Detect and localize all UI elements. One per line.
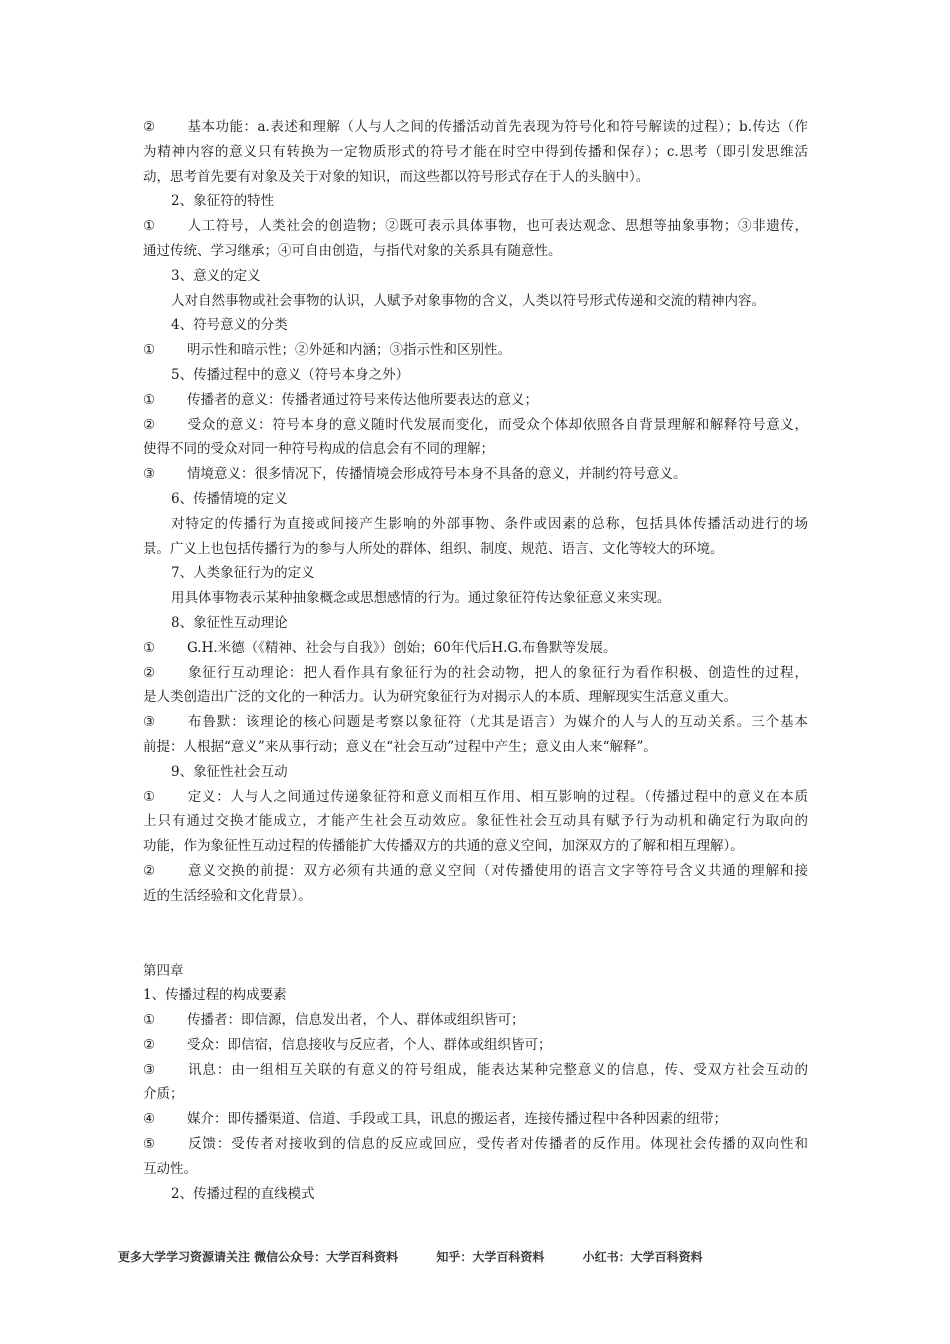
text-line [143, 636, 808, 661]
text-line [143, 462, 808, 487]
list-marker: ⑤ [143, 1136, 156, 1153]
line-text: 意义交换的前提：双方必须有共通的意义空间（对传播使用的语言文字等符号含义共通的理解和接 [187, 862, 808, 879]
spacer [143, 909, 808, 959]
line-text: 传播者：即信源，信息发出者，个人、群体或组织皆可； [187, 1012, 525, 1029]
section-heading [143, 313, 808, 338]
text-line [143, 165, 808, 190]
line-text: 近的生活经验和文化背景）。 [143, 887, 312, 904]
text-line [143, 437, 808, 462]
line-text: 使得不同的受众对同一种符号构成的信息会有不同的理解； [143, 441, 494, 458]
text-line [143, 1058, 808, 1083]
text-line [143, 809, 808, 834]
line-text: 2、象征符的特性 [171, 193, 275, 210]
section-heading [143, 363, 808, 388]
line-text: 动，思考首先要有对象及关于对象的知识，而这些都以符号形式存在于人的头脑中）。 [143, 168, 650, 185]
list-marker: ① [143, 639, 156, 656]
line-text: 6、传播情境的定义 [171, 490, 288, 507]
list-marker: ② [143, 416, 156, 433]
line-text: 通过传统、学习继承；④可自由创造，与指代对象的关系具有随意性。 [143, 242, 562, 259]
text-line [143, 115, 808, 140]
text-line [143, 388, 808, 413]
text-line [143, 289, 808, 314]
line-text: 情境意义：很多情况下，传播情境会形成符号本身不具备的意义，并制约符号意义。 [187, 466, 687, 483]
line-text: 上只有通过交换才能成立，才能产生社会互动效应。象征性社会互动具有赋予行为动机和确定行为取向的 [143, 813, 808, 830]
section-heading [143, 487, 808, 512]
footer-zhihu: 知乎：大学百科资料 [436, 1250, 545, 1264]
line-text: 5、传播过程中的意义（符号本身之外） [171, 366, 410, 383]
line-text: 3、意义的定义 [171, 267, 261, 284]
text-line [143, 959, 808, 984]
text-line [143, 1008, 808, 1033]
line-text: 象征行互动理论：把人看作具有象征行为的社会动物，把人的象征行为看作积极、创造性的过程， [187, 664, 808, 681]
list-marker: ② [143, 862, 156, 879]
section-heading [143, 264, 808, 289]
list-marker: ① [143, 391, 156, 408]
text-line [143, 537, 808, 562]
line-text: 互动性。 [143, 1160, 197, 1177]
list-marker: ② [143, 664, 156, 681]
text-line [143, 1107, 808, 1132]
line-text: 用具体事物表示某种抽象概念或思想感情的行为。通过象征符传达象征意义来实现。 [171, 590, 671, 607]
list-marker: ④ [143, 1111, 156, 1128]
text-line [143, 710, 808, 735]
text-line [143, 413, 808, 438]
text-line [143, 859, 808, 884]
document-body [143, 115, 808, 1206]
section-heading [143, 1182, 808, 1207]
text-line [143, 834, 808, 859]
line-text: 讯息：由一组相互关联的有意义的符号组成，能表达某种完整意义的信息，传、受双方社会互动的 [187, 1061, 808, 1078]
line-text: 9、象征性社会互动 [171, 763, 288, 780]
section-heading [143, 760, 808, 785]
text-line [143, 214, 808, 239]
line-text: 对特定的传播行为直接或间接产生影响的外部事物、条件或因素的总称，包括具体传播活动进行的场 [171, 515, 808, 532]
text-line [143, 586, 808, 611]
line-text: 是人类创造出广泛的文化的一种活力。认为研究象征行为对揭示人的本质、理解现实生活意义重大。 [143, 689, 737, 706]
list-marker: ② [143, 119, 156, 135]
line-text: 2、传播过程的直线模式 [171, 1185, 315, 1202]
line-text: G.H.米德（《精神、社会与自我》）创始；60年代后H.G.布鲁默等发展。 [187, 639, 617, 656]
footer-xiaohongshu: 小红书：大学百科资料 [582, 1250, 703, 1264]
text-line [143, 239, 808, 264]
section-heading [143, 189, 808, 214]
line-text: 明示性和暗示性；②外延和内涵；③指示性和区别性。 [187, 342, 511, 359]
line-text: 景。广义上也包括传播行为的参与人所处的群体、组织、制度、规范、语言、文化等较大的环境。 [143, 540, 724, 557]
text-line [143, 1082, 808, 1107]
line-text: 1、传播过程的构成要素 [143, 987, 287, 1004]
list-marker: ① [143, 1012, 156, 1029]
text-line [143, 884, 808, 909]
line-text: 基本功能：a.表述和理解（人与人之间的传播活动首先表现为符号化和符号解读的过程）；b.传达（作 [187, 119, 808, 135]
line-text: 媒介：即传播渠道、信道、手段或工具，讯息的搬运者，连接传播过程中各种因素的纽带； [187, 1111, 727, 1128]
line-text: 7、人类象征行为的定义 [171, 565, 315, 582]
line-text: 受众：即信宿，信息接收与反应者，个人、群体或组织皆可； [187, 1036, 552, 1053]
line-text: 介质； [143, 1086, 184, 1103]
list-marker: ① [143, 342, 156, 359]
section-heading [143, 561, 808, 586]
line-text: 传播者的意义：传播者通过符号来传达他所要表达的意义； [187, 391, 538, 408]
text-line [143, 1033, 808, 1058]
text-line [143, 1157, 808, 1182]
text-line [143, 1132, 808, 1157]
text-line [143, 983, 808, 1008]
text-line [143, 140, 808, 165]
line-text: 为精神内容的意义只有转换为一定物质形式的符号才能在时空中得到传播和保存）；c.思考（即引发思维活 [143, 143, 808, 160]
list-marker: ① [143, 788, 156, 805]
line-text: 人工符号，人类社会的创造物；②既可表示具体事物，也可表达观念、思想等抽象事物；③非遗传， [187, 218, 808, 235]
text-line [143, 685, 808, 710]
line-text: 第四章 [143, 962, 184, 979]
line-text: 前提：人根据“意义”来从事行动；意义在“社会互动”过程中产生；意义由人来“解释”。 [143, 738, 657, 755]
line-text: 定义：人与人之间通过传递象征符和意义而相互作用、相互影响的过程。（传播过程中的意义在本质 [187, 788, 808, 805]
line-text: 人对自然事物或社会事物的认识，人赋予对象事物的含义，人类以符号形式传递和交流的精神内容。 [171, 292, 765, 309]
line-text: 8、象征性互动理论 [171, 614, 288, 631]
text-line [143, 735, 808, 760]
footer-wechat: 更多大学学习资源请关注 微信公众号：大学百科资料 [118, 1250, 399, 1264]
text-line [143, 512, 808, 537]
list-marker: ① [143, 218, 156, 235]
section-heading [143, 611, 808, 636]
line-text: 反馈：受传者对接收到的信息的反应或回应，受传者对传播者的反作用。体现社会传播的双向性和 [187, 1136, 808, 1153]
text-line [143, 661, 808, 686]
line-text: 布鲁默：该理论的核心问题是考察以象征符（尤其是语言）为媒介的人与人的互动关系。三个基本 [187, 714, 808, 731]
list-marker: ② [143, 1036, 156, 1053]
text-line [143, 785, 808, 810]
list-marker: ③ [143, 466, 156, 483]
page-footer [118, 1248, 737, 1265]
list-marker: ③ [143, 1061, 156, 1078]
line-text: 4、符号意义的分类 [171, 317, 288, 334]
line-text: 受众的意义：符号本身的意义随时代发展而变化，而受众个体却依照各自背景理解和解释符号意义， [187, 416, 808, 433]
text-line [143, 338, 808, 363]
line-text: 功能，作为象征性互动过程的传播能扩大传播双方的共通的意义空间，加深双方的了解和相互理解）。 [143, 838, 744, 855]
list-marker: ③ [143, 714, 156, 731]
